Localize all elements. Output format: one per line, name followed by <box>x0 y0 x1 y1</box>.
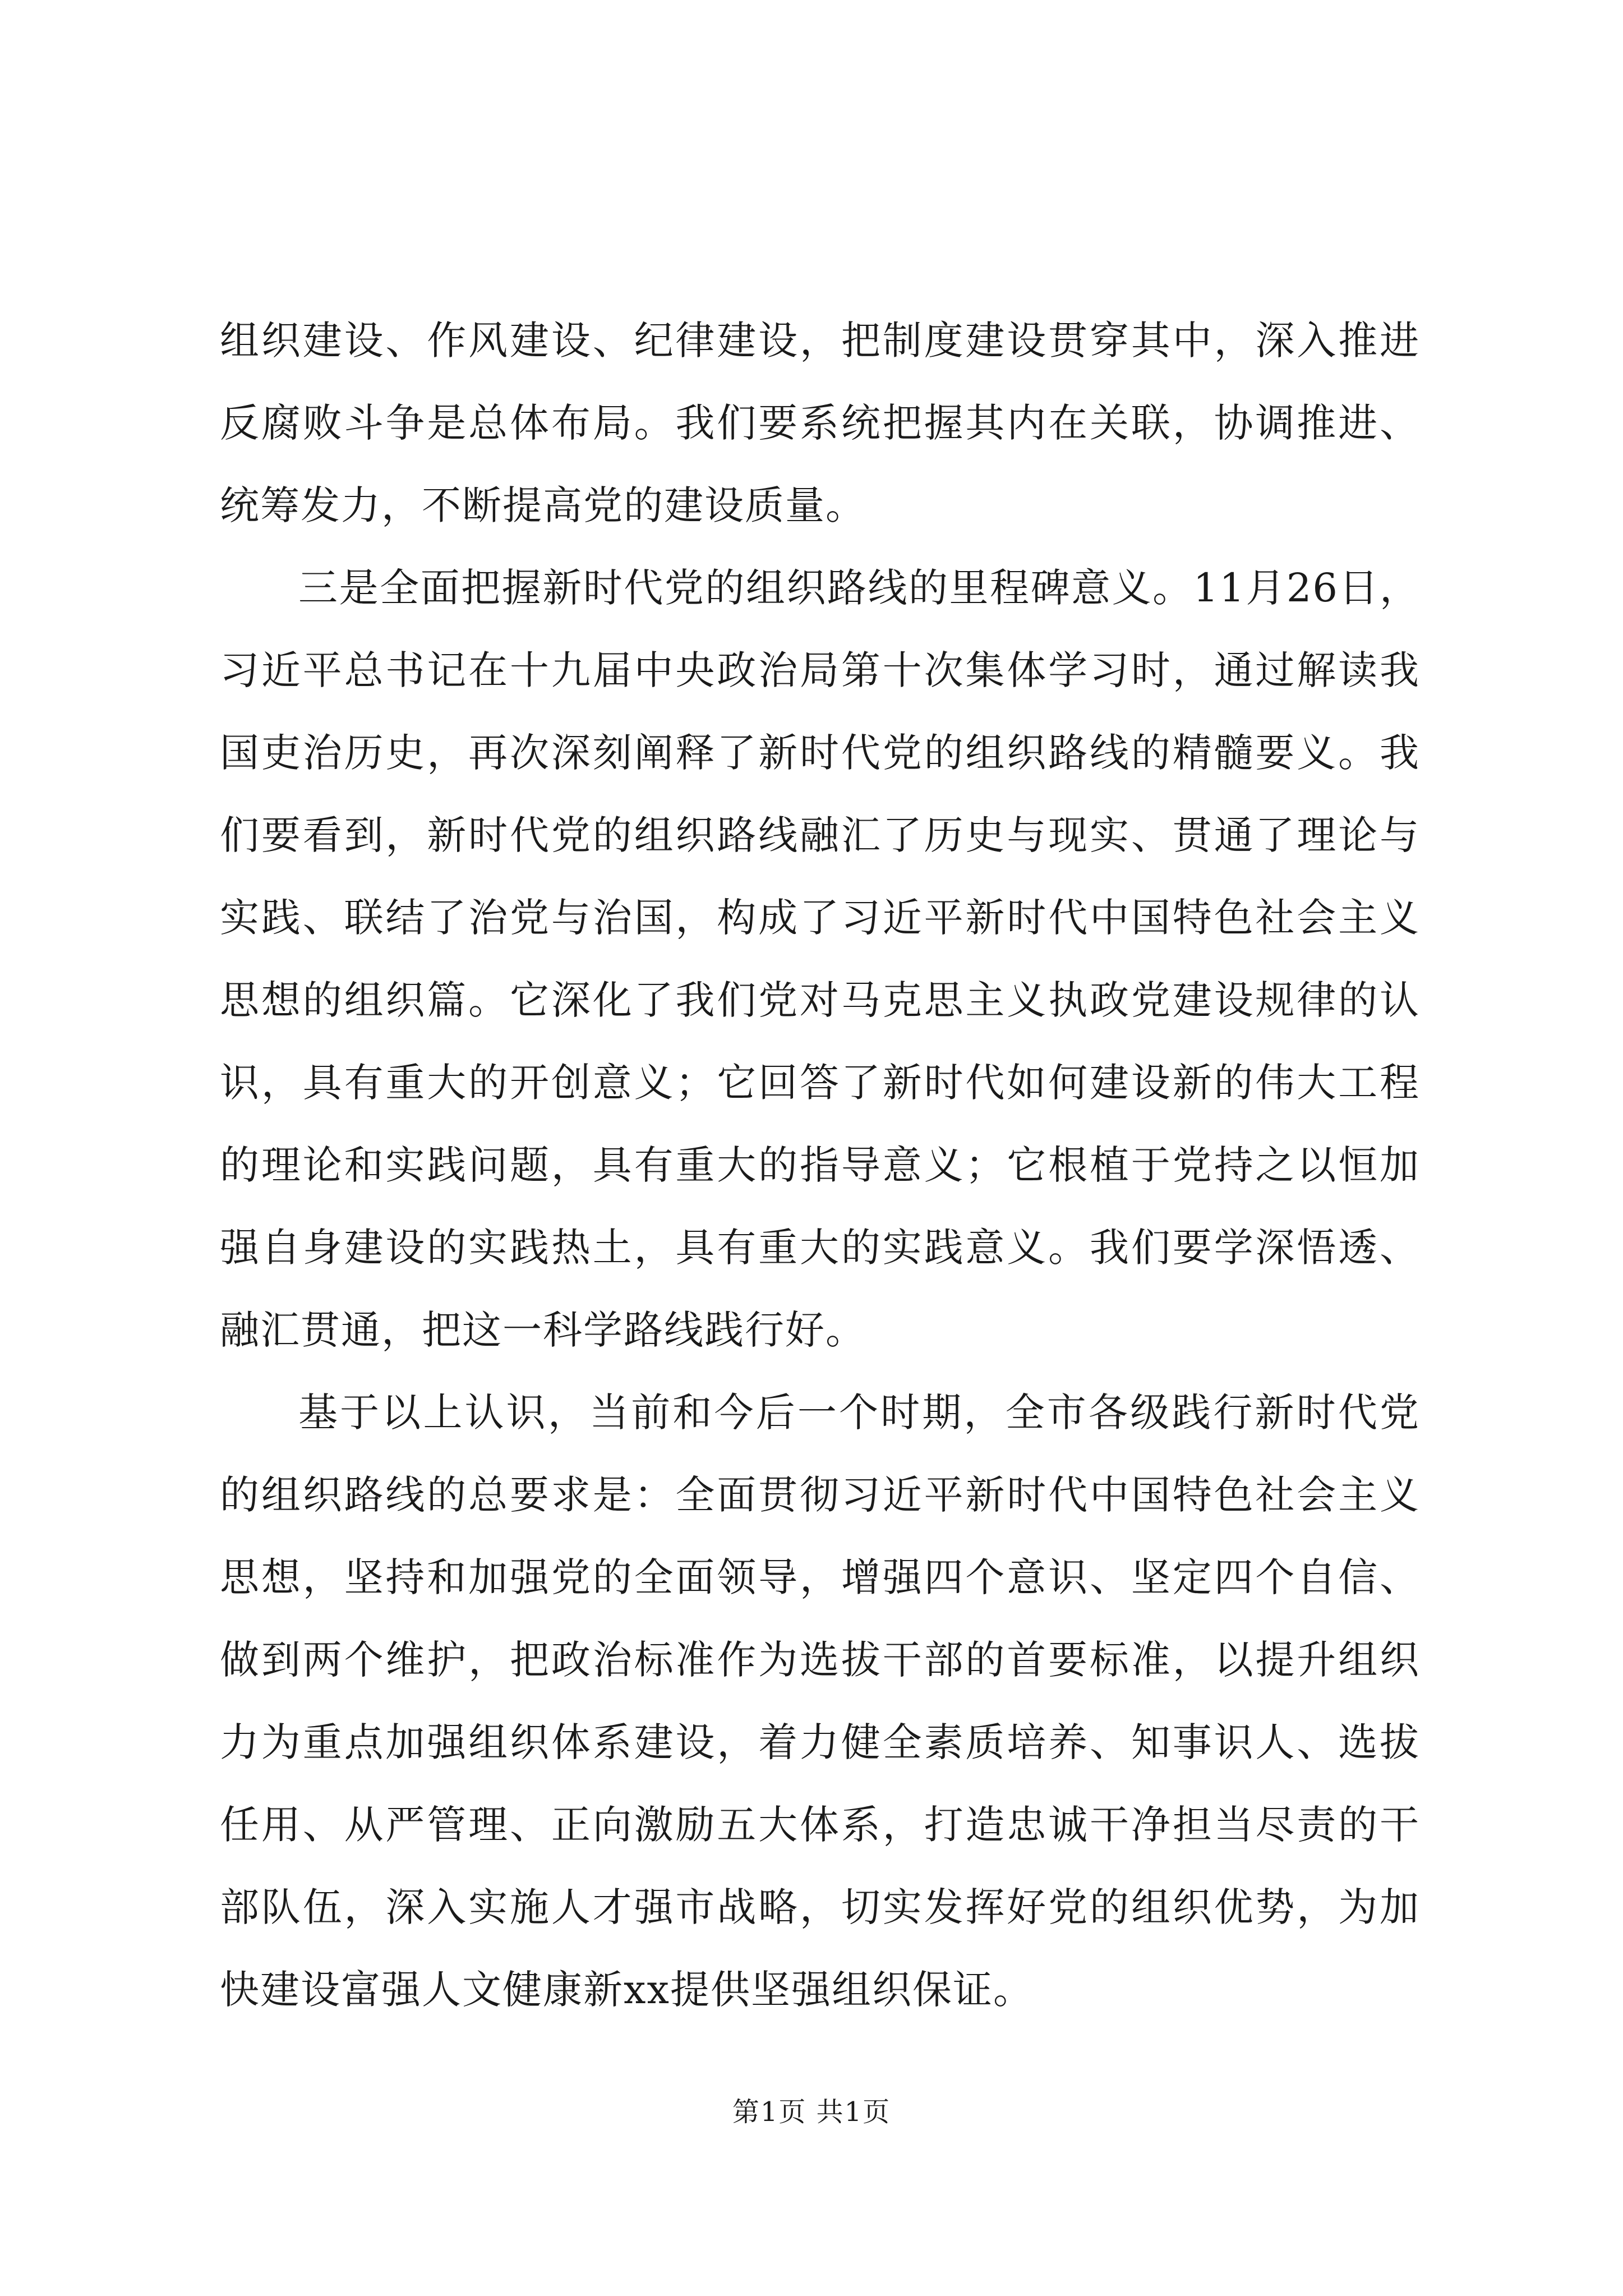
document-body <box>220 300 1420 2031</box>
paragraph-general-requirements: 基于以上认识，当前和今后一个时期，全市各级践行新时代党的组织路线的总要求是：全面贯彻习近平新时代中国特色社会主义思想，坚持和加强党的全面领导，增强四个意识、坚定四个自信、做到两个维护，把政治标准作为选拔干部的首要标准，以提升组织力为重点加强组织体系建设，着力健全素质培养、知事识人、选拔任用、从严管理、正向激励五大体系，打造忠诚干净担当尽责的干部队伍，深入实施人才强市战略，切实发挥好党的组织优势，为加快建设富强人文健康新xx提供坚强组织保证。 <box>220 1389 1420 2013</box>
paragraph-organizational-line-significance: 三是全面把握新时代党的组织路线的里程碑意义。11月26日，习近平总书记在十九届中央政治局第十次集体学习时，通过解读我国吏治历史，再次深刻阐释了新时代党的组织路线的精髓要义。我们要看到，新时代党的组织路线融汇了历史与现实、贯通了理论与实践、联结了治党与治国，构成了习近平新时代中国特色社会主义思想的组织篇。它深化了我们党对马克思主义执政党建设规律的认识，具有重大的开创意义；它回答了新时代如何建设新的伟大工程的理论和实践问题，具有重大的指导意义；它根植于党持之以恒加强自身建设的实践热土，具有重大的实践意义。我们要学深悟透、融汇贯通，把这一科学路线践行好。 <box>220 565 1420 1353</box>
paragraph-continuation: 组织建设、作风建设、纪律建设，把制度建设贯穿其中，深入推进反腐败斗争是总体布局。我们要系统把握其内在关联，协调推进、统筹发力，不断提高党的建设质量。 <box>220 318 1420 528</box>
page-number-footer: 第1页 共1页 <box>732 2096 891 2128</box>
